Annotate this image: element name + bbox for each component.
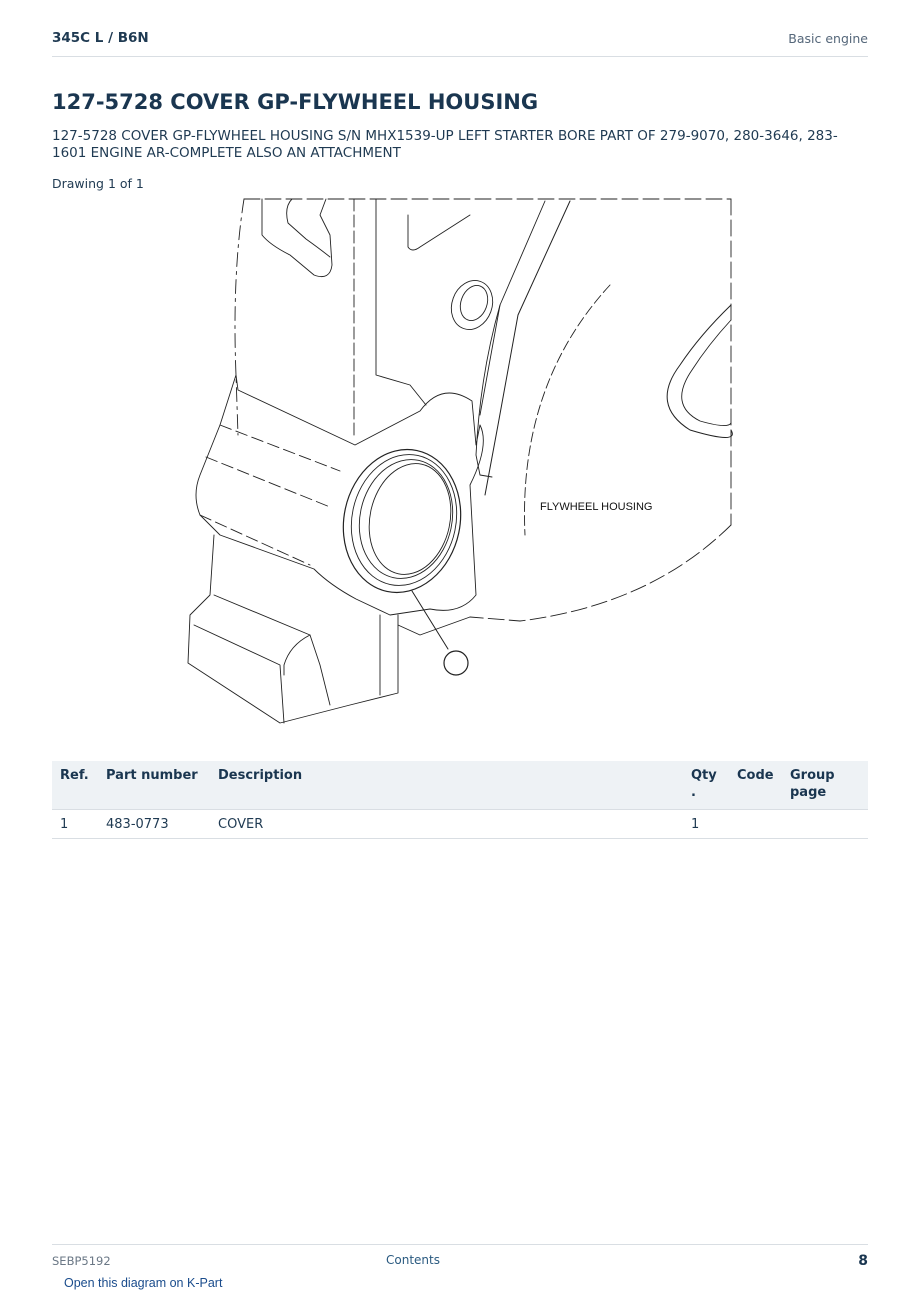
col-group-line2: page [790,785,827,800]
upper-left-boss [262,199,332,277]
machine-model: 345C L / B6N [52,30,149,46]
starter-bore-body [196,375,483,615]
group-description: 127-5728 COVER GP-FLYWHEEL HOUSING S/N MHX1539-UP LEFT STARTER BORE PART OF 279-9070, 280-3646, 283-1601 ENGINE AR-COMPLETE ALSO AN ATTACHMENT [52,128,838,161]
cell-qty: 1 [683,810,729,839]
callout-leader [412,591,448,649]
page-footer [52,1244,868,1275]
cell-group-page [782,810,868,839]
page-header [52,28,868,57]
col-description: Description [210,761,683,810]
drawing-callout-text: FLYWHEEL HOUSING [540,501,653,513]
callout-circle [444,651,468,675]
col-ref: Ref. [52,761,98,810]
col-code: Code [729,761,782,810]
drawing-label: Drawing 1 of 1 [52,176,144,191]
cell-code [729,810,782,839]
col-qty-line2: . [691,785,696,800]
col-group-line1: Group [790,768,835,783]
parts-diagram [180,195,740,735]
kpart-diagram-link[interactable]: Open this diagram on K-Part [64,1276,223,1290]
col-group-page [782,761,868,810]
parts-table [52,761,868,839]
table-row [52,810,868,839]
cell-description: COVER [210,810,683,839]
document-id: SEBP5192 [52,1254,111,1268]
col-part-number: Part number [98,761,210,810]
col-qty [683,761,729,810]
flywheel-opening [667,305,732,438]
section-name: Basic engine [788,31,868,46]
lower-mount-block [188,535,398,723]
housing-left-edge [235,199,244,435]
page-title: 127-5728 COVER GP-FLYWHEEL HOUSING [52,90,539,114]
bolt-boss [445,275,500,336]
cell-ref: 1 [52,810,98,839]
parts-table-header [52,761,868,810]
page-number: 8 [858,1253,868,1269]
contents-link[interactable]: Contents [386,1253,440,1267]
housing-bottom-arc [470,525,731,621]
cell-part-number: 483-0773 [98,810,210,839]
col-qty-line1: Qty [691,768,717,783]
